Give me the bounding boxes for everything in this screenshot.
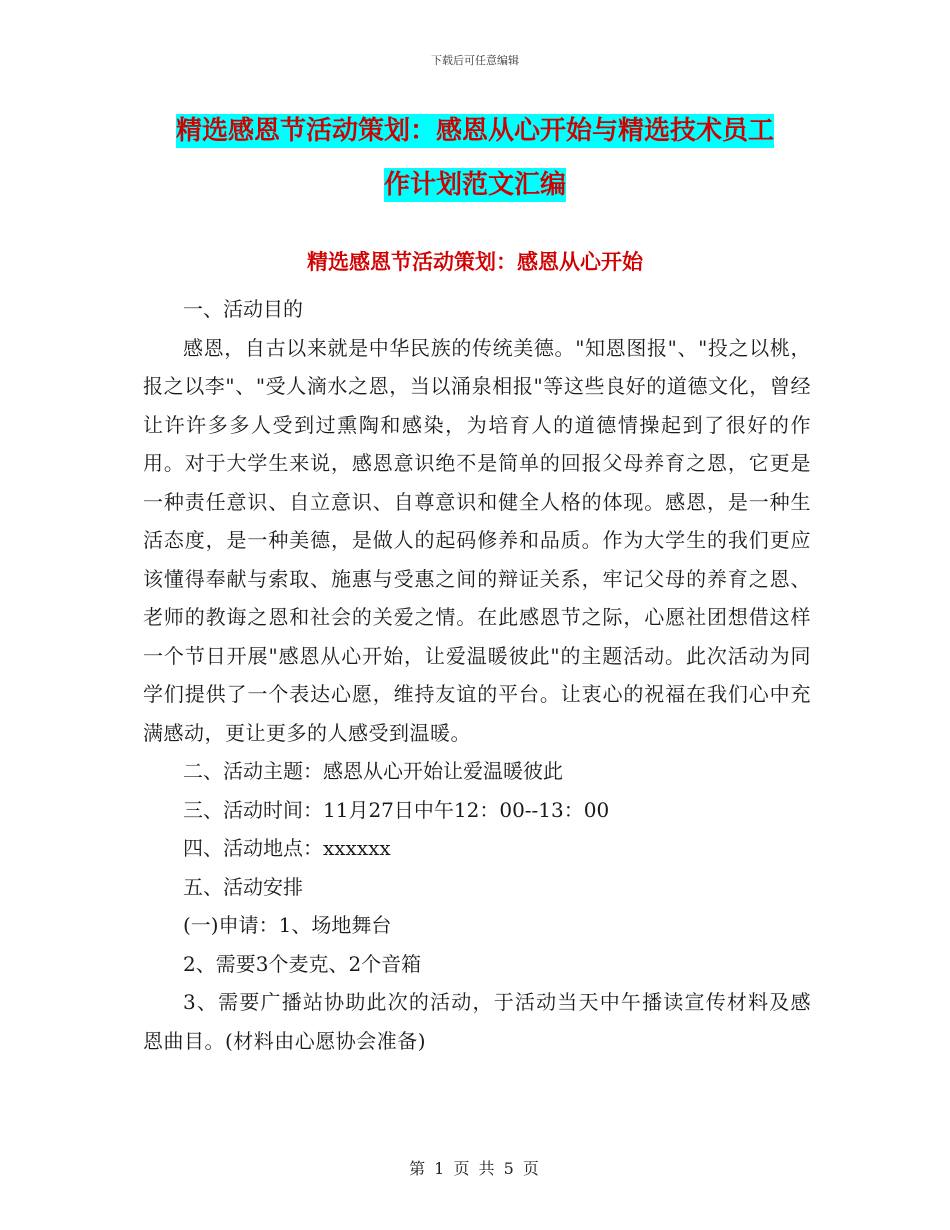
heading-theme: 二、活动主题：感恩从心开始让爱温暖彼此 — [183, 759, 563, 783]
header-note: 下载后可任意编辑 — [431, 54, 519, 67]
arrangement-item-1: (一)申请：1、场地舞台 — [183, 913, 392, 937]
title-line-1: 精选感恩节活动策划：感恩从心开始与精选技术员工 — [175, 116, 774, 146]
document-body — [143, 290, 811, 1060]
section-title: 精选感恩节活动策划：感恩从心开始 — [307, 249, 643, 274]
paragraph-purpose: 感恩，自古以来就是中华民族的传统美德。"知恩图报"、"投之以桃，报之以李"、"受人滴水之恩，当以涌泉相报"等这些良好的道德文化，曾经让许许多多人受到过熏陶和感染，为培育人的道德情操起到了很好的作用。对于大学生来说，感恩意识绝不是简单的回报父母养育之恩，它更是一种责任意识、自立意识、自尊意识和健全人格的体现。感恩，是一种生活态度，是一种美德，是做人的起码修养和品质。作为大学生的我们更应该懂得奉献与索取、施惠与受惠之间的辩证关系，牢记父母的养育之恩、老师的教诲之恩和社会的关爱之情。在此感恩节之际，心愿社团想借这样一个节日开展"感恩从心开始，让爱温暖彼此"的主题活动。此次活动为同学们提供了一个表达心愿，维持友谊的平台。让衷心的祝福在我们心中充满感动，更让更多的人感受到温暖。 — [143, 335, 811, 745]
page-footer: 第 1 页 共 5 页 — [409, 1159, 541, 1178]
heading-time: 三、活动时间：11月27日中午12：00--13：00 — [183, 797, 610, 822]
document-title — [140, 104, 810, 212]
heading-purpose: 一、活动目的 — [183, 297, 303, 321]
heading-location: 四、活动地点：xxxxxx — [183, 836, 391, 860]
arrangement-item-3: 3、需要广播站协助此次的活动，于活动当天中午播读宣传材料及感恩曲目。(材料由心愿协会准备) — [143, 990, 811, 1053]
heading-arrangement: 五、活动安排 — [183, 874, 303, 899]
title-line-2: 作计划范文汇编 — [383, 170, 566, 200]
arrangement-item-2: 2、需要3个麦克、2个音箱 — [183, 951, 422, 976]
